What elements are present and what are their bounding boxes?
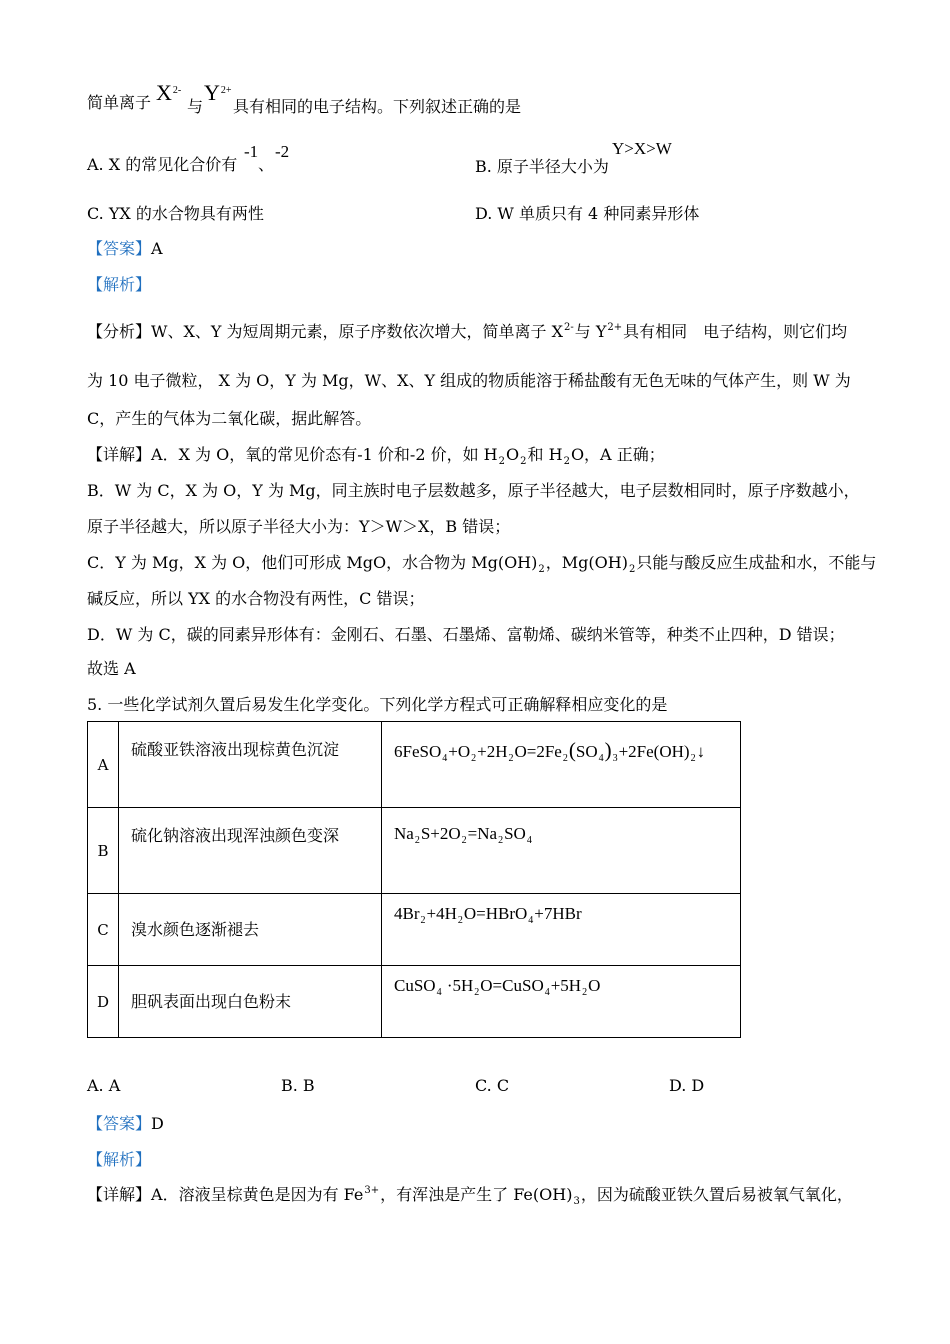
q4-option-c: C. YX 的水合物具有两性 [87,204,264,223]
q5-row-equation: CuSO$_4$ $\cdot 5H_2O=CuSO_4+5H_2O$ [382,966,741,1038]
q4-detail-b-line2: 原子半径越大，所以原子半径大小为：Y＞W＞X，B 错误； [87,517,511,536]
q5-row-label: A [88,722,119,808]
q4-and: 与 [187,97,204,116]
q5-row-a [88,722,741,808]
q4-stem: 简单离子 [87,93,152,112]
q5-answer: 【答案】D [87,1114,164,1133]
q5-choice-a: A. A [87,1076,121,1095]
q5-row-desc: 胆矾表面出现白色粉末 [119,966,382,1038]
q5-row-d [88,966,741,1038]
q5-detail-a: 【详解】A．溶液呈棕黄色是因为有 $Fe^{3+}$，有浑浊是产生了 $Fe(OH)_3$，因为硫酸亚铁久置后易被氧气氧化， [87,1185,853,1207]
q5-row-equation: $6FeSO_4+O_2+2H_2O=2Fe_2(SO_4)_3+2Fe(OH)_2↓$ [382,722,741,808]
q4-conclusion: 故选 A [87,659,136,678]
q5-choice-d: D. D [669,1076,705,1095]
q4-option-a-sep: 、 [258,155,275,174]
q5-row-desc: 溴水颜色逐渐褪去 [119,894,382,966]
q4-detail-c-line2: 碱反应，所以 YX 的水合物没有两性，C 错误； [87,589,425,608]
q4-detail-b-line1: B．W 为 C，X 为 O，Y 为 Mg，同主族时电子层数越多，原子半径越大，电子层数相同时，原子序数越小， [87,481,860,500]
q4-option-b: B. 原子半径大小为 [475,157,609,176]
q4-option-a: A. X 的常见化合价有 [87,155,238,174]
q4-option-b-formula: Y>X>W [612,139,672,158]
q4-detail-c-line1: C．Y 为 Mg，X 为 O，他们可形成 MgO，水合物为 $Mg(OH)_2$，$Mg(OH)_2$只能与酸反应生成盐和水，不能与 [87,553,877,575]
q5-row-equation: $Na_2S+2O_2=Na_2SO_4$ [382,808,741,894]
q5-row-desc: 硫酸亚铁溶液出现棕黄色沉淀 [119,722,382,808]
q5-analysis-tag: 【解析】 [87,1150,152,1169]
q4-fenxi-line1: 【分析】W、X、Y 为短周期元素，原子序数依次增大，简单离子 $X^{2-}$与 $Y^{2+}$具有相同 电子结构，则它们均 [87,322,848,341]
q5-row-equation: $4Br_2+4H_2O=HBrO_4+7HBr$ [382,894,741,966]
q4-fenxi-line3: C，产生的气体为二氧化碳，据此解答。 [87,409,372,428]
q4-ion-y: $Y^{2+}$ [204,80,232,105]
q4-stem-suffix: 具有相同的电子结构。下列叙述正确的是 [233,97,522,116]
q5-stem: 5. 一些化学试剂久置后易发生化学变化。下列化学方程式可正确解释相应变化的是 [87,695,668,714]
q5-choice-b: B. B [281,1076,315,1095]
q4-detail-a: 【详解】A．X 为 O，氧的常见价态有-1 价和-2 价，如 $H_2O_2$和 $H_2O$，A 正确； [87,445,665,467]
q4-option-a-v2: -2 [275,142,290,161]
q4-fenxi-line2: 为 10 电子微粒， X 为 O，Y 为 Mg，W、X、Y 组成的物质能溶于稀盐酸有无色无味的气体产生，则 W 为 [87,371,851,390]
q5-row-label: D [88,966,119,1038]
q4-option-d: D. W 单质只有 4 种同素异形体 [475,204,700,223]
q5-row-label: C [88,894,119,966]
q5-choice-c: C. C [475,1076,510,1095]
q5-row-b [88,808,741,894]
q4-ion-x: $X^{2-}$ [156,80,182,105]
q4-option-a-v1: -1 [244,142,259,161]
q4-answer: 【答案】A [87,239,163,258]
q5-row-desc: 硫化钠溶液出现浑浊颜色变深 [119,808,382,894]
q5-row-c [88,894,741,966]
q5-row-label: B [88,808,119,894]
q4-detail-d: D．W 为 C，碳的同素异形体有：金刚石、石墨、石墨烯、富勒烯、碳纳米管等，种类不止四种，D 错误； [87,625,845,644]
q4-analysis-tag: 【解析】 [87,275,152,294]
q5-table [87,721,741,1038]
